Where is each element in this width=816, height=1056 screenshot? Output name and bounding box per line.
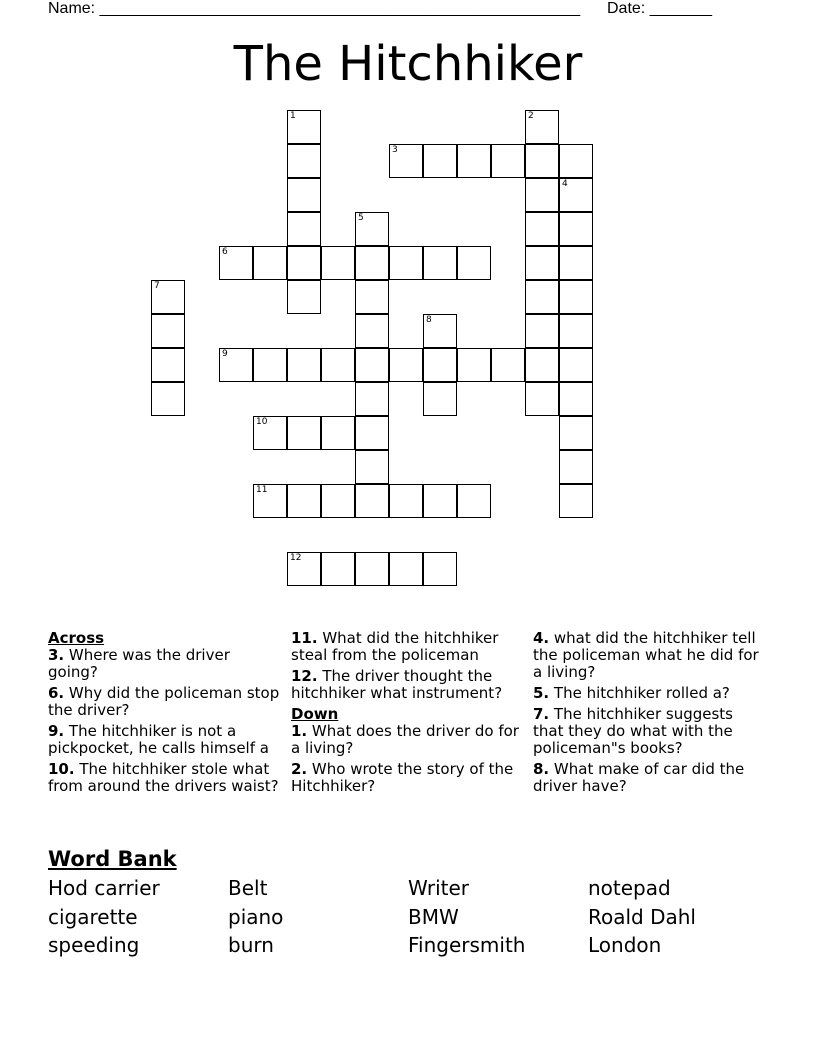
crossword-cell[interactable] (355, 416, 389, 450)
clue-column-1 (48, 630, 284, 799)
crossword-cell[interactable] (389, 246, 423, 280)
crossword-cell[interactable] (219, 246, 253, 280)
crossword-cell[interactable] (321, 484, 355, 518)
crossword-cell[interactable] (559, 144, 593, 178)
crossword-cell[interactable] (423, 144, 457, 178)
clue-down-2: 2. Who wrote the story of the Hitchhiker? (291, 760, 514, 795)
crossword-cell[interactable] (321, 416, 355, 450)
crossword-cell[interactable] (525, 144, 559, 178)
crossword-cell[interactable] (355, 382, 389, 416)
crossword-cell[interactable] (423, 246, 457, 280)
crossword-cell[interactable] (423, 484, 457, 518)
crossword-cell[interactable] (321, 348, 355, 382)
crossword-cell[interactable] (525, 314, 559, 348)
word-bank-word: notepad (588, 876, 671, 900)
clue-number: 7 (154, 281, 160, 291)
crossword-cell[interactable] (525, 280, 559, 314)
word-bank-word: Hod carrier (48, 876, 160, 900)
crossword-cell[interactable] (525, 178, 559, 212)
clue-across-12: 12. The driver thought the hitchhiker what instrument? (291, 667, 503, 702)
crossword-cell[interactable] (525, 348, 559, 382)
crossword-cell[interactable] (457, 484, 491, 518)
crossword-cell[interactable] (423, 348, 457, 382)
clue-down-8: 8. What make of car did the driver have? (533, 760, 745, 795)
crossword-cell[interactable] (287, 178, 321, 212)
crossword-cell[interactable] (287, 144, 321, 178)
clue-down-4: 4. what did the hitchhiker tell the policeman what he did for a living? (533, 629, 759, 681)
crossword-cell[interactable] (389, 552, 423, 586)
clue-column-2 (291, 630, 527, 799)
crossword-cell[interactable] (151, 280, 185, 314)
down-header: Down (291, 705, 339, 723)
crossword-cell[interactable] (287, 110, 321, 144)
word-bank-title: Word Bank (48, 847, 177, 871)
clue-number: 5 (358, 213, 364, 223)
crossword-cell[interactable] (355, 314, 389, 348)
clue-number: 12 (290, 553, 302, 563)
crossword-cell[interactable] (491, 348, 525, 382)
word-bank-word: Roald Dahl (588, 905, 696, 929)
crossword-cell[interactable] (355, 212, 389, 246)
date-label: Date: (607, 0, 646, 17)
clue-down-7: 7. The hitchhiker suggests that they do what with the policeman"s books? (533, 705, 733, 757)
crossword-cell[interactable] (253, 484, 287, 518)
crossword-cell[interactable] (559, 382, 593, 416)
crossword-cell[interactable] (559, 450, 593, 484)
crossword-cell[interactable] (559, 484, 593, 518)
word-bank-word: piano (228, 905, 284, 929)
clue-across-11: 11. What did the hitchhiker steal from the policeman (291, 629, 499, 664)
word-bank-word: London (588, 933, 662, 957)
crossword-cell[interactable] (253, 246, 287, 280)
crossword-cell[interactable] (355, 246, 389, 280)
clue-number: 8 (426, 315, 432, 325)
clue-down-1: 1. What does the driver do for a living? (291, 722, 519, 757)
crossword-cell[interactable] (321, 552, 355, 586)
word-bank-word: BMW (408, 905, 459, 929)
crossword-cell[interactable] (423, 382, 457, 416)
crossword-cell[interactable] (457, 246, 491, 280)
word-bank-word: Belt (228, 876, 268, 900)
crossword-cell[interactable] (151, 382, 185, 416)
clue-number: 9 (222, 349, 228, 359)
word-bank-word: speeding (48, 933, 140, 957)
crossword-cell[interactable] (559, 212, 593, 246)
date-line[interactable]: _______ (649, 0, 712, 17)
crossword-cell[interactable] (559, 416, 593, 450)
crossword-cell[interactable] (423, 552, 457, 586)
word-bank-word: burn (228, 933, 274, 957)
clue-across-10: 10. The hitchhiker stole what from around the drivers waist? (48, 760, 279, 795)
clue-number: 1 (290, 111, 296, 121)
clue-number: 2 (528, 111, 534, 121)
crossword-cell[interactable] (287, 280, 321, 314)
crossword-cell[interactable] (559, 246, 593, 280)
clue-number: 6 (222, 247, 228, 257)
crossword-cell[interactable] (457, 348, 491, 382)
name-line[interactable]: ______________________________________________________ (99, 0, 581, 17)
crossword-cell[interactable] (253, 416, 287, 450)
clue-across-3: 3. Where was the driver going? (48, 646, 230, 681)
clue-across-6: 6. Why did the policeman stop the driver? (48, 684, 280, 719)
across-header: Across (48, 629, 105, 647)
crossword-cell[interactable] (287, 484, 321, 518)
crossword-cell[interactable] (219, 348, 253, 382)
clue-number: 4 (562, 179, 568, 189)
crossword-cell[interactable] (525, 212, 559, 246)
crossword-cell[interactable] (355, 484, 389, 518)
crossword-cell[interactable] (287, 212, 321, 246)
crossword-cell[interactable] (355, 552, 389, 586)
name-label: Name: (48, 0, 96, 17)
crossword-cell[interactable] (151, 348, 185, 382)
crossword-cell[interactable] (389, 348, 423, 382)
crossword-cell[interactable] (423, 314, 457, 348)
crossword-cell[interactable] (559, 280, 593, 314)
crossword-cell[interactable] (559, 348, 593, 382)
word-bank-word: Fingersmith (408, 933, 526, 957)
crossword-cell[interactable] (287, 246, 321, 280)
crossword-cell[interactable] (253, 348, 287, 382)
crossword-cell[interactable] (321, 246, 355, 280)
crossword-cell[interactable] (355, 450, 389, 484)
crossword-cell[interactable] (525, 110, 559, 144)
crossword-cell[interactable] (559, 314, 593, 348)
crossword-cell[interactable] (457, 144, 491, 178)
clue-number: 11 (256, 485, 268, 495)
crossword-cell[interactable] (151, 314, 185, 348)
crossword-cell[interactable] (355, 348, 389, 382)
crossword-cell[interactable] (287, 416, 321, 450)
crossword-cell[interactable] (525, 382, 559, 416)
crossword-cell[interactable] (525, 246, 559, 280)
word-bank-word: Writer (408, 876, 470, 900)
crossword-cell[interactable] (389, 144, 423, 178)
crossword-cell[interactable] (559, 178, 593, 212)
crossword-cell[interactable] (287, 348, 321, 382)
clue-down-5: 5. The hitchhiker rolled a? (533, 684, 730, 702)
crossword-cell[interactable] (355, 280, 389, 314)
crossword-cell[interactable] (491, 144, 525, 178)
clue-column-3 (533, 630, 763, 799)
clue-number: 10 (256, 417, 268, 427)
clue-across-9: 9. The hitchhiker is not a pickpocket, he calls himself a (48, 722, 269, 757)
crossword-cell[interactable] (389, 484, 423, 518)
clue-number: 3 (392, 145, 398, 155)
crossword-cell[interactable] (287, 552, 321, 586)
word-bank-word: cigarette (48, 905, 138, 929)
page-title: The Hitchhiker (233, 36, 583, 92)
